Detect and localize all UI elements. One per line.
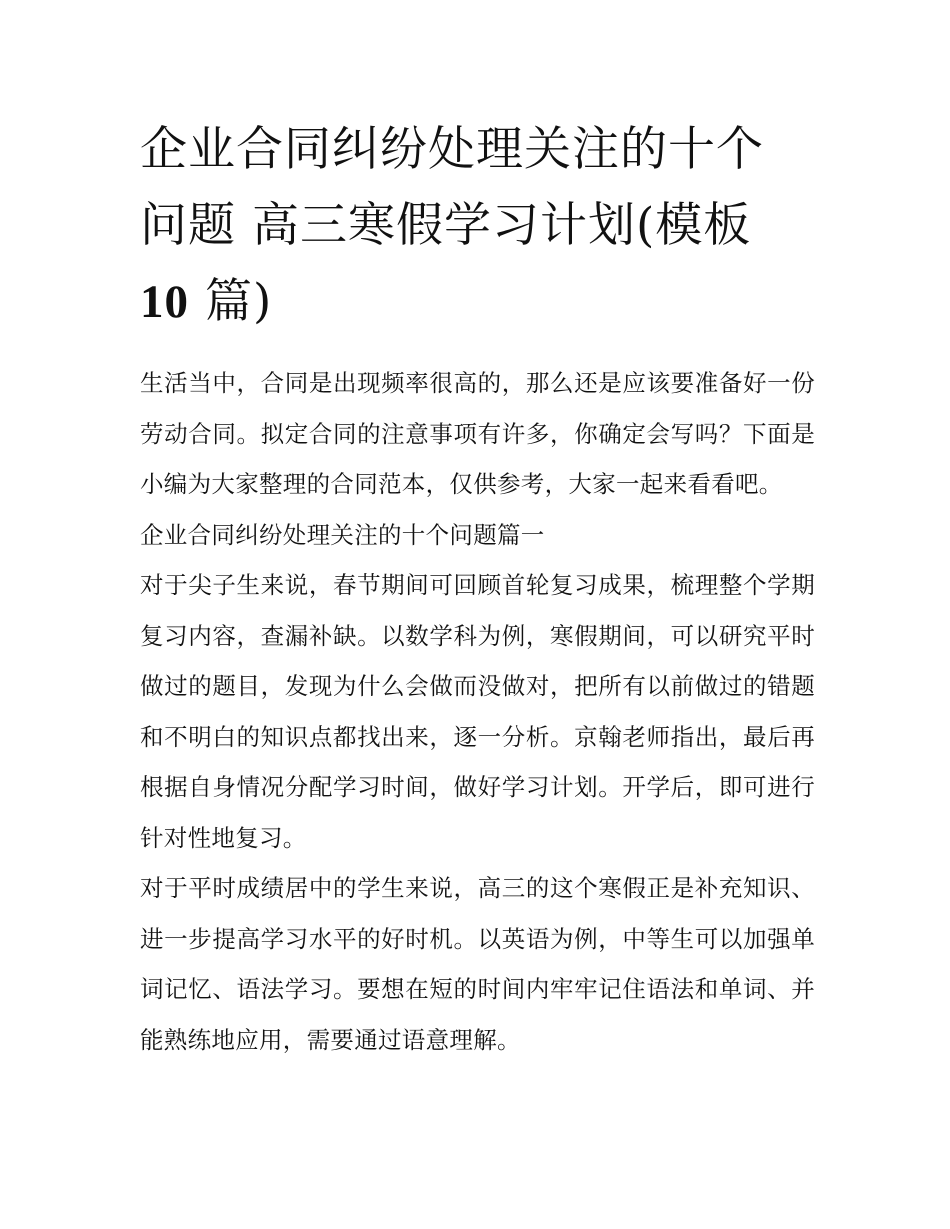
- document-page: [140, 112, 815, 1065]
- intro-paragraph: 生活当中，合同是出现频率很高的，那么还是应该要准备好一份劳动合同。拟定合同的注意事项有许多，你确定会写吗？下面是小编为大家整理的合同范本，仅供参考，大家一起来看看吧。: [140, 369, 815, 498]
- title-line-1: 企业合同纠纷处理关注的十个: [140, 122, 764, 177]
- body-paragraph-top-students: 对于尖子生来说，春节期间可回顾首轮复习成果，梳理整个学期复习内容，查漏补缺。以数学科为例，寒假期间，可以研究平时做过的题目，发现为什么会做而没做对，把所有以前做过的错题和不明白的知识点都找出来，逐一分析。京翰老师指出，最后再根据自身情况分配学习时间，做好学习计划。开学后，即可进行针对性地复习。: [140, 571, 815, 852]
- section-heading: 企业合同纠纷处理关注的十个问题篇一: [140, 520, 545, 549]
- title-line-3: 篇): [189, 274, 273, 329]
- body-paragraph-middle-students: 对于平时成绩居中的学生来说，高三的这个寒假正是补充知识、进一步提高学习水平的好时机。以英语为例，中等生可以加强单词记忆、语法学习。要想在短的时间内牢牢记住语法和单词、并能熟练地应用，需要通过语意理解。: [140, 874, 815, 1054]
- title-number: 10: [140, 276, 189, 328]
- document-title: [140, 112, 815, 340]
- title-line-2: 问题 高三寒假学习计划(模板: [140, 198, 752, 253]
